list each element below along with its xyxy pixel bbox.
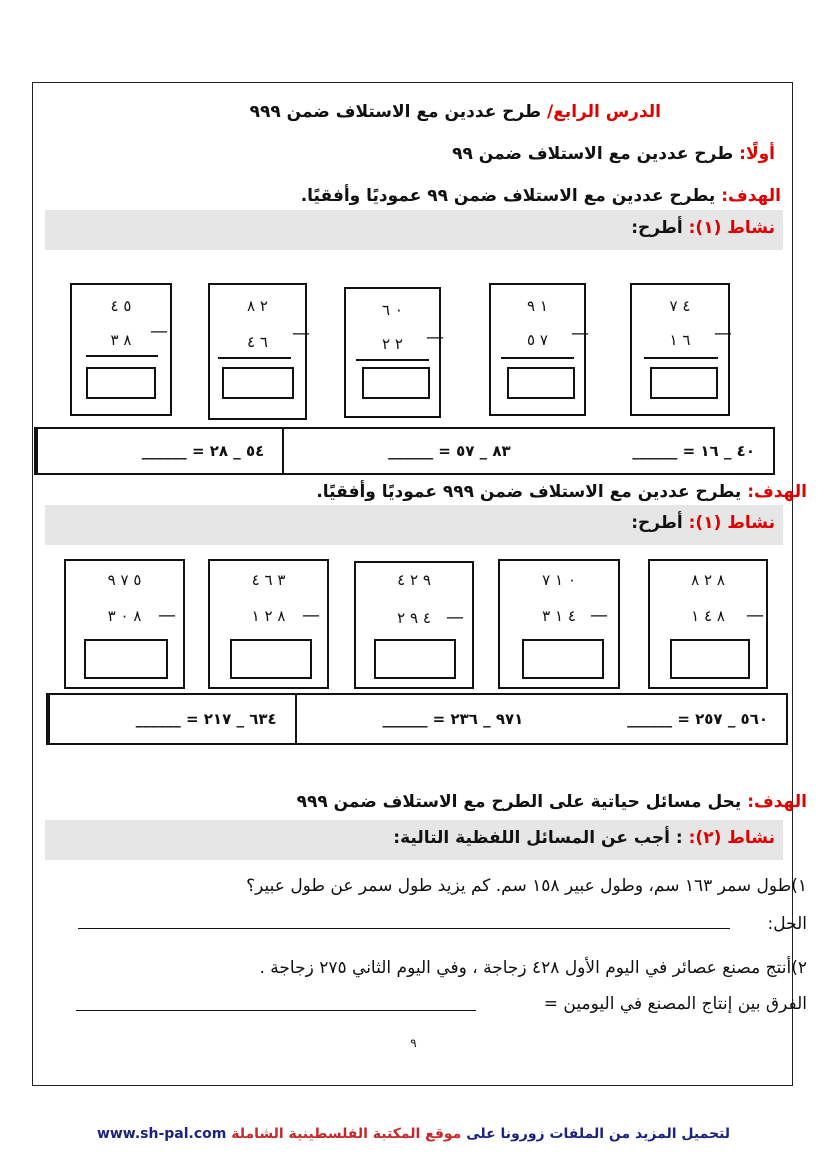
- goal-3: الهدف: يحل مسائل حياتية على الطرح مع الاستلاف ضمن ٩٩٩: [296, 792, 807, 812]
- site-link[interactable]: www.sh-pal.com: [96, 1126, 232, 1142]
- sum-line: [644, 357, 718, 359]
- difference-label: الفرق بين إنتاج المصنع في اليومين =: [543, 994, 807, 1014]
- answer-box[interactable]: [374, 639, 456, 679]
- answer-box[interactable]: [522, 639, 604, 679]
- horizontal-equations-1: [34, 427, 775, 475]
- subtraction-card: ١ ٩ — ٧ ٥: [489, 283, 586, 416]
- minus-sign: —: [714, 323, 732, 344]
- answer-box[interactable]: [222, 367, 294, 399]
- answer-box[interactable]: [507, 367, 575, 399]
- subtraction-card: ٢ ٨ — ٦ ٤: [208, 283, 307, 420]
- minus-sign: —: [446, 607, 464, 628]
- activity-band-3: [45, 820, 783, 860]
- minus-sign: —: [158, 605, 176, 626]
- subtraction-card: ٥ ٧ ٩ — ٨ ٠ ٣: [64, 559, 185, 689]
- subtraction-card: ٥ ٤ — ٨ ٣: [70, 283, 172, 416]
- equation[interactable]: ٩٧١ _ ٢٣٦ = ______: [295, 695, 542, 743]
- equation[interactable]: ٦٣٤ _ ٢١٧ = ______: [48, 695, 295, 743]
- activity-band-1: [45, 210, 783, 250]
- minus-sign: —: [302, 605, 320, 626]
- activity-title: نشاط (١): أطرح:: [631, 218, 775, 238]
- word-problem-2: ٢)أنتج مصنع عصائر في اليوم الأول ٤٢٨ زجاجة ، وفي اليوم الثاني ٢٧٥ زجاجة .: [259, 958, 807, 978]
- subtraction-card: ٠ ١ ٧ — ٤ ١ ٣: [498, 559, 620, 689]
- answer-box[interactable]: [230, 639, 312, 679]
- minus-sign: —: [426, 327, 444, 348]
- activity-band-2: [45, 505, 783, 545]
- subtraction-card: ٨ ٢ ٨ — ٨ ٤ ١: [648, 559, 768, 689]
- word-problem-1: ١)طول سمر ١٦٣ سم، وطول عبير ١٥٨ سم. كم يزيد طول سمر عن طول عبير؟: [246, 876, 807, 896]
- minus-sign: —: [292, 323, 310, 344]
- equation[interactable]: ٥٦٠ _ ٢٥٧ = ______: [627, 710, 769, 728]
- subtraction-card: ٣ ٦ ٤ — ٨ ٢ ١: [208, 559, 329, 689]
- sum-line: [218, 357, 291, 359]
- goal-2: الهدف: يطرح عددين مع الاستلاف ضمن ٩٩٩ عموديًا وأفقيًا.: [316, 482, 807, 502]
- section-title: أولًا: طرح عددين مع الاستلاف ضمن ٩٩: [452, 144, 775, 164]
- answer-line[interactable]: [78, 928, 730, 929]
- activity-title: نشاط (١): أطرح:: [631, 513, 775, 533]
- answer-box[interactable]: [86, 367, 156, 399]
- equation[interactable]: ٤٠ _ ١٦ = ______: [632, 442, 755, 460]
- solution-label: الحل:: [767, 914, 807, 934]
- lesson-title: الدرس الرابع/ طرح عددين مع الاستلاف ضمن ٩٩٩: [249, 102, 661, 122]
- minus-sign: —: [746, 605, 764, 626]
- answer-box[interactable]: [362, 367, 430, 399]
- sum-line: [356, 359, 429, 361]
- minus-sign: —: [150, 321, 168, 342]
- subtraction-card: ٤ ٧ — ٦ ١: [630, 283, 730, 416]
- sum-line: [501, 357, 574, 359]
- goal-1: الهدف: يطرح عددين مع الاستلاف ضمن ٩٩ عموديًا وأفقيًا.: [300, 186, 781, 206]
- answer-box[interactable]: [670, 639, 750, 679]
- answer-box[interactable]: [650, 367, 718, 399]
- subtraction-card: ٩ ٢ ٤ — ٤ ٩ ٢: [354, 561, 474, 689]
- minus-sign: —: [571, 323, 589, 344]
- sum-line: [86, 355, 158, 357]
- minus-sign: —: [590, 605, 608, 626]
- activity-title: نشاط (٢): : أجب عن المسائل اللفظية التالية:: [393, 828, 775, 848]
- page-number: ٩: [410, 1036, 417, 1050]
- horizontal-equations-2: [46, 693, 788, 745]
- equation[interactable]: ٨٣ _ ٥٧ = ______: [282, 429, 528, 473]
- footer: لتحميل المزيد من الملفات زورونا على موقع المكتبة الفلسطينية الشاملة www.sh-pal.com: [96, 1126, 731, 1142]
- answer-line[interactable]: [76, 1010, 476, 1011]
- equation[interactable]: ٥٤ _ ٢٨ = ______: [36, 429, 282, 473]
- subtraction-card: ٠ ٦ — ٢ ٢: [344, 287, 441, 418]
- answer-box[interactable]: [84, 639, 168, 679]
